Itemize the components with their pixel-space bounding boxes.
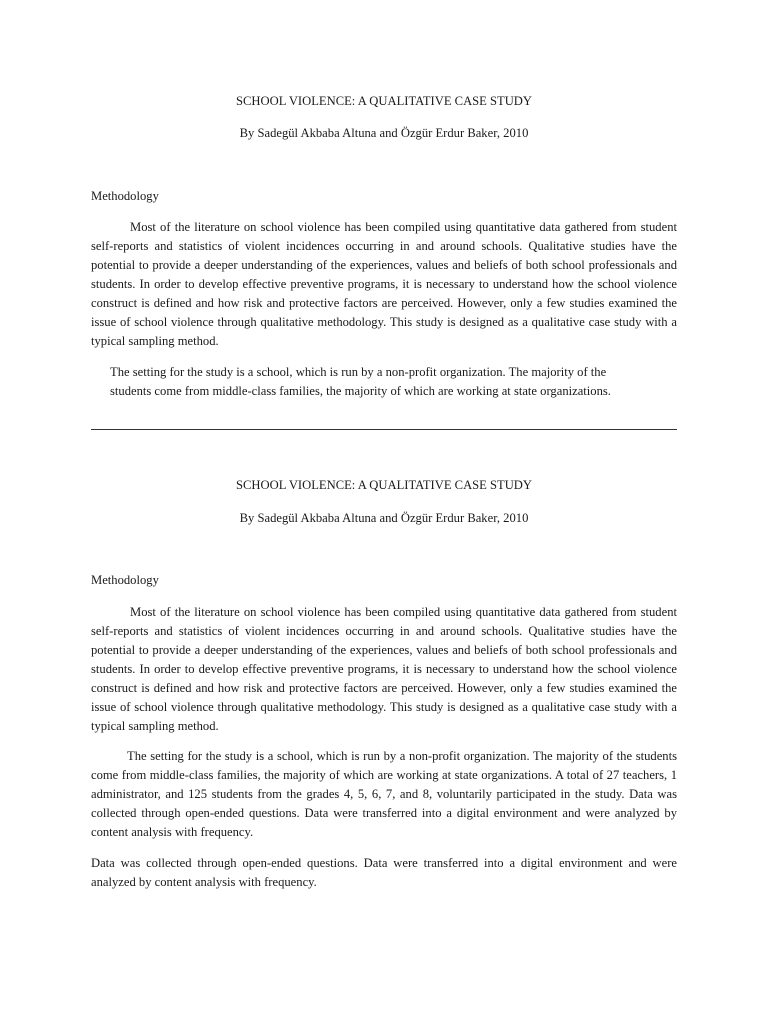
section-divider xyxy=(91,429,677,430)
section1-paragraph2-line1-text: The setting for the study is a school, which is run by a non-profit organization. The majority of the xyxy=(110,365,607,379)
section2-heading: Methodology xyxy=(91,573,159,587)
section1-heading: Methodology xyxy=(91,189,159,203)
section2-title: SCHOOL VIOLENCE: A QUALITATIVE CASE STUDY xyxy=(236,478,532,492)
section1-byline: By Sadegül Akbaba Altuna and Özgür Erdur Baker, 2010 xyxy=(239,126,529,140)
section1-title: SCHOOL VIOLENCE: A QUALITATIVE CASE STUDY xyxy=(236,94,532,108)
section2-byline: By Sadegül Akbaba Altuna and Özgür Erdur Baker, 2010 xyxy=(239,511,529,525)
section1-paragraph2-line2 xyxy=(110,382,677,401)
section2-paragraph3: Data was collected through open-ended questions. Data were transferred into a digital environment and were analyzed by content analysis with frequency. xyxy=(91,856,677,889)
section1-paragraph2-line2-text: students come from middle-class families, the majority of which are working at state organizations. xyxy=(110,384,611,398)
section1-paragraph1: Most of the literature on school violence has been compiled using quantitative data gathered from student self-reports and statistics of violent incidences occurring in and around schools. Qualitative studies have the potential to provide a deeper understanding of the experiences, values and beliefs of both school professionals and students. In order to develop effective preventive programs, it is necessary to understand how the school violence construct is defined and how risk and protective factors are perceived. However, only a few studies examined the issue of school violence through qualitative methodology. This study is designed as a qualitative case study with a typical sampling method. xyxy=(91,220,677,348)
section2-paragraph1: Most of the literature on school violence has been compiled using quantitative data gathered from student self-reports and statistics of violent incidences occurring in and around schools. Qualitative studies have the potential to provide a deeper understanding of the experiences, values and beliefs of both school professionals and students. In order to develop effective preventive programs, it is necessary to understand how the school violence construct is defined and how risk and protective factors are perceived. However, only a few studies examined the issue of school violence through qualitative methodology. This study is designed as a qualitative case study with a typical sampling method. xyxy=(91,605,677,733)
section2-paragraph2: The setting for the study is a school, which is run by a non-profit organization. The majority of the students come from middle-class families, the majority of which are working at state organizations. A total of 27 teachers, 1 administrator, and 125 students from the grades 4, 5, 6, 7, and 8, voluntarily participated in the study. Data was collected through open-ended questions. Data were transferred into a digital environment and were analyzed by content analysis with frequency. xyxy=(91,749,677,839)
section1-paragraph2-line1 xyxy=(110,363,677,382)
